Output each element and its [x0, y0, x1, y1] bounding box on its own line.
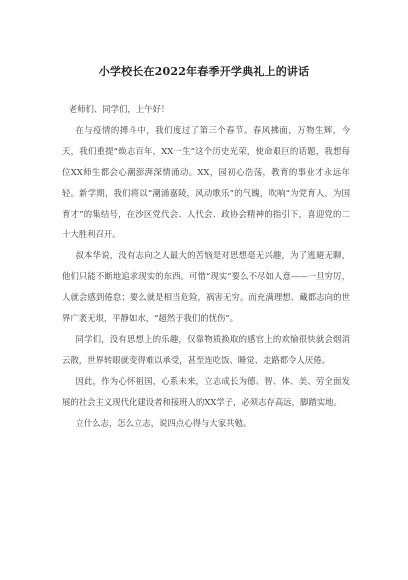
document-title: 小学校长在2022年春季开学典礼上的讲话 — [98, 65, 310, 78]
body-paragraph: 叔本华说，没有志向之人最大的苦恼是对思想毫无兴趣，为了逃避无聊，他们只能不断地追求现实的东西。可惜“现实”要么不尽如人意——一旦穷厉，人就会感到倦怠；要么就是相当危险，祸害无穷。而充满理想、藏都志向的世界广袤无垠，平静如水，“超然于我们的忧伤”。 — [62, 250, 350, 324]
greeting-paragraph: 老师们、同学们，上午好！ — [68, 104, 170, 114]
body-paragraph: 在与疫情的搏斗中，我们度过了第三个春节。春风拂面，万物生辉，今天，我们重提“焕志百年，XX一生”这个历史光荣，使命艰巨的话题，我想每位XX师生都会心潮澎湃深情涌动。XX，园初心浩荡，教育的事业才永远年轻。新学期，我们将以“潮涌嘉陵，风动歌乐”的气魄，吹响“为党育人，为国育才”的集结号，在沙区党代会、人代会、政协会精神的指引下，喜迎党的二十大胜利召开。 — [62, 124, 350, 240]
body-paragraph: 立什么志，怎么立志，说四点心得与大家共勉。 — [75, 417, 252, 428]
document-body — [62, 99, 350, 434]
body-paragraph: 同学们，没有思想上的乐趣，仅靠物质换取的感官上的欢愉很快就会烟消云散，世界转眼就变得难以承受，甚至连吃饭、睡觉、走路都令人厌倦。 — [62, 333, 350, 365]
body-paragraph: 因此，作为心怀祖国，心系未来，立志成长为德、智、体、美、劳全面发展的社会主义现代化建设者和接班人的XX学子，必须志存高远，脚踏实地。 — [62, 375, 350, 407]
